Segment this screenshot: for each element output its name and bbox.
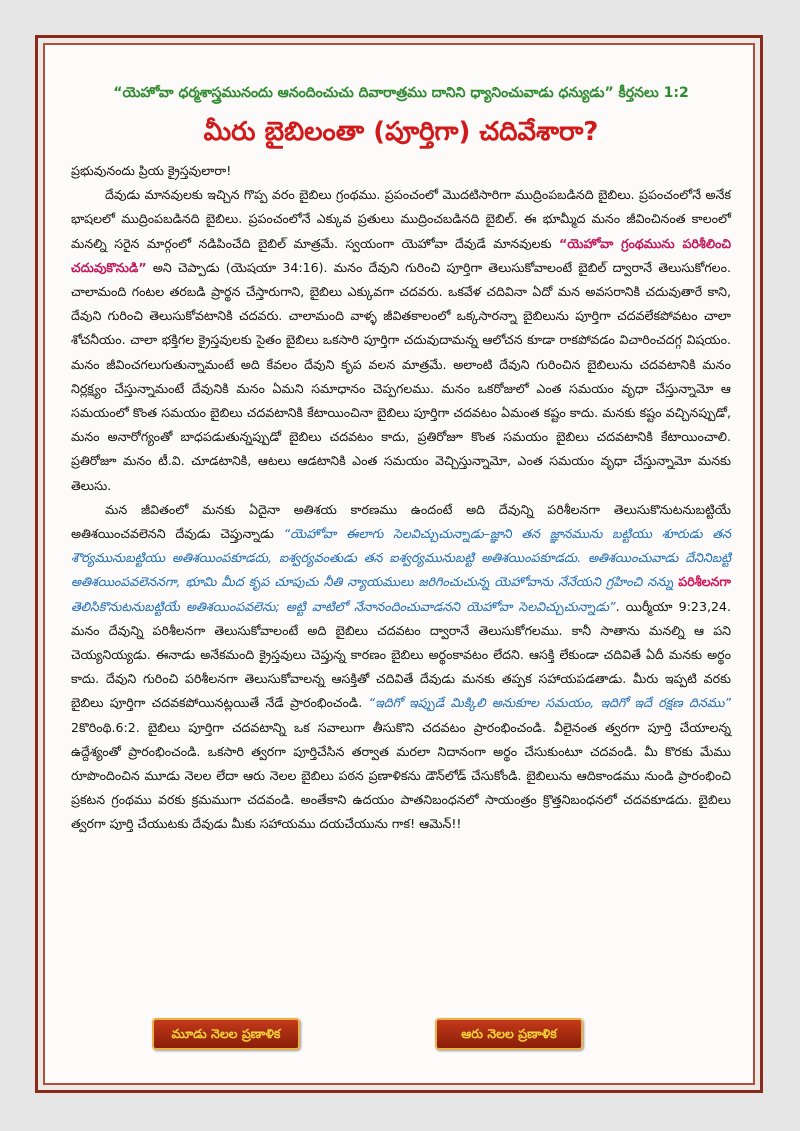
paragraph-2: [71, 498, 731, 837]
six-month-plan-button[interactable]: ఆరు నెలల ప్రణాళిక: [435, 1018, 583, 1050]
paragraph-1-text-b: అని చెప్పాడు (యెషయా 34:16). మనం దేవుని గురించి పూర్తిగా తెలుసుకోవాలంటే బైబిల్ ద్వారానే తెలుసుకోగలం. చాలామంది గంటల తరబడి ప్రార్థన చేస్తారుగాని, బైబిలు ఎక్కువగా చదవరు. ఒకవేళ చదివినా ఏదో మన అవసరానికి చదువుతారే కాని, దేవుని గురించి తెలుసుకోవటానికి చదవరు. చాలామంది వాళ్ళ జీవితకాలంలో ఒక్కసారన్నా బైబిలును పూర్తిగా చదవలేకపోవటం చాలా శోచనీయం. చాలా భక్తిగల క్రైస్తవులకు సైతం బైబిలు ఒకసారి పూర్తిగా చదువుదామన్న ఆలోచన కూడా రాకపోవడం విచారించదగ్గ విషయం. మనం జీవించగలుగుతున్నామంటే అది కేవలం దేవుని కృప వలన మాత్రమే. అలాంటి దేవుని గురించిన బైబిలును చదవటానికి మనం నిర్లక్ష్యం చేస్తున్నామంటే దేవునికి మనం ఏమని సమాధానం చెప్పగలము. మనం ఒకరోజులో ఎంత సమయం వృధా చేస్తున్నామో ఆ సమయంలో కొంత సమయం బైబిలు చదవటానికి కేటాయించినా బైబిలు పూర్తిగా చదవటం ఏమంత కష్టం కాదు. మనకు కష్టం వచ్చినప్పుడో, మనం అనారోగ్యంతో బాధపడుతున్నప్పుడో బైబిలు చదవటం కాదు, ప్రతిరోజూ కొంత సమయం బైబిలు చదవటానికి కేటాయించాలి. ప్రతిరోజూ మనం టీ.వి. చూడటానికి, ఆటలు ఆడటానికి ఎంత సమయం వెచ్చిస్తున్నామో, ఎంత సమయం వృధా చేస్తున్నామో మనకు తెలుసు.: [71, 259, 731, 493]
jeremiah-quote-part-1: “యెహోవా ఈలాగు సెలవిచ్చుచున్నాడు–జ్ఞాని తన జ్ఞానమును బట్టియు శూరుడు తన శౌర్యమునుబట్టియు అతిశయింపకూడదు, ఐశ్వర్యవంతుడు తన ఐశ్వర్యమునుబట్టి అతిశయింపకూడదు. అతిశయించువాడు దేనినిబట్టి అతిశయింపవలెననగా, భూమి మీద కృప చూపుచు నీతి న్యాయములు జరిగించుచున్న యెహోవాను నేనేయని గ్రహించి నన్ను: [71, 526, 731, 590]
page-frame: [35, 35, 763, 1093]
isaiah-quote: “యెహోవా గ్రంథమును పరిశీలించి చదువుకొనుడి”: [71, 235, 731, 275]
three-month-plan-button[interactable]: మూడు నెలల ప్రణాళిక: [152, 1018, 300, 1050]
corinthians-quote: “ఇదిగో ఇప్పుడే మిక్కిలి అనుకూల సమయం, ఇదిగో ఇదే రక్షణ దినము”: [368, 695, 731, 711]
jeremiah-quote-part-2: తెలిసికొనుటనుబట్టియే అతిశయింపవలెను; అట్టి వాటిలో నేనానందించువాడనని యెహోవా సెలవిచ్చుచున్నాడు”: [71, 598, 616, 614]
paragraph-1-text-a: దేవుడు మానవులకు ఇచ్చిన గొప్ప వరం బైబిలు గ్రంథము. ప్రపంచంలో మొదటిసారిగా ముద్రింపబడినది బైబిలు. ప్రపంచంలోనే అనేక భాషలలో ముద్రింపబడినది బైబిలు. ప్రపంచంలోనే ఎక్కువ ప్రతులు ముద్రించబడినది బైబిల్. ఈ భూమ్మీద మనం జీవించినంత కాలంలో మనల్ని సరైన మార్గంలో నడిపించేది బైబిల్ మాత్రమే. స్వయంగా యెహోవా దేవుడే మానవులకు: [71, 187, 731, 251]
paragraph-2-text-c: 2కొరింథి.6:2. బైబిలు పూర్తిగా చదవటాన్ని ఒక సవాలుగా తీసుకొని చదవటం ప్రారంభించండి. వీలైనంత త్వరగా పూర్తి చేయాలన్న ఉద్దేశ్యంతో ప్రారంభించండి. ఒకసారి త్వరగా పూర్తిచేసిన తర్వాత మరలా నిదానంగా అర్థం చేసుకుంటూ చదవండి. మీ కొరకు మేము రూపొందించిన మూడు నెలల లేదా ఆరు నెలల బైబిలు పఠన ప్రణాళికను డౌన్‌లోడ్ చేసుకోండి. బైబిలును ఆదికాండము నుండి ప్రారంభించి ప్రకటన గ్రంథము వరకు క్రమముగా చదవండి. అంతేకాని ఉదయం పాతనిబంధనలో సాయంత్రం క్రొత్తనిబంధనలో చదవకూడదు. బైబిలు త్వరగా పూర్తి చేయుటకు దేవుడు మీకు సహాయము దయచేయును గాక! ఆమెన్!!: [71, 719, 731, 832]
greeting: ప్రభువునందు ప్రియ క్రైస్తవులారా!: [71, 163, 232, 178]
paragraph-1: [71, 183, 731, 498]
article: [71, 83, 731, 837]
page-inner-frame: [43, 43, 755, 1085]
page-title: మీరు బైబిలంతా (పూర్తిగా) చదివేశారా?: [203, 117, 599, 147]
article-body: [71, 159, 731, 837]
highlight-word: పరిశీలనగా: [678, 574, 731, 590]
paragraph-2-text-b: . యిర్మీయా 9:23,24. మనం దేవున్ని పరిశీలనగా తెలుసుకోవాలంటే అది బైబిలు చదవటం ద్వారానే తెలుసుకోగలము. కానీ సాతాను మనల్ని ఆ పని చెయ్యనియ్యడు. ఈనాడు అనేకమంది క్రైస్తవులు చెప్తున్న కారణం బైబిలు అర్థంకావటం లేదని. ఆసక్తి లేకుండా చదివితే ఏదీ మనకు అర్థం కాదు. దేవుని గురించి పరిశీలనగా తెలుసుకోవాలన్న ఆసక్తితో చదివితే దేవుడు మనకు తప్పక సహాయపడతాడు. మీరు ఇప్పటి వరకు బైబిలు పూర్తిగా చదవకపోయినట్లయితే నేడే ప్రారంభించండి.: [71, 598, 731, 711]
plan-buttons: [152, 1018, 597, 1048]
header-verse: “యెహోవా ధర్మశాస్త్రమునందు ఆనందించుచు దివారాత్రము దానిని ధ్యానించువాడు ధన్యుడు” కీర్తనలు 1:2: [113, 85, 689, 101]
paragraph-2-text-a: మన జీవితంలో మనకు ఏదైనా అతిశయ కారణము ఉందంటే అది దేవున్ని పరిశీలనగా తెలుసుకొనుటనుబట్టియే అతిశయించవలెనని దేవుడు చెప్తున్నాడు: [71, 501, 731, 542]
